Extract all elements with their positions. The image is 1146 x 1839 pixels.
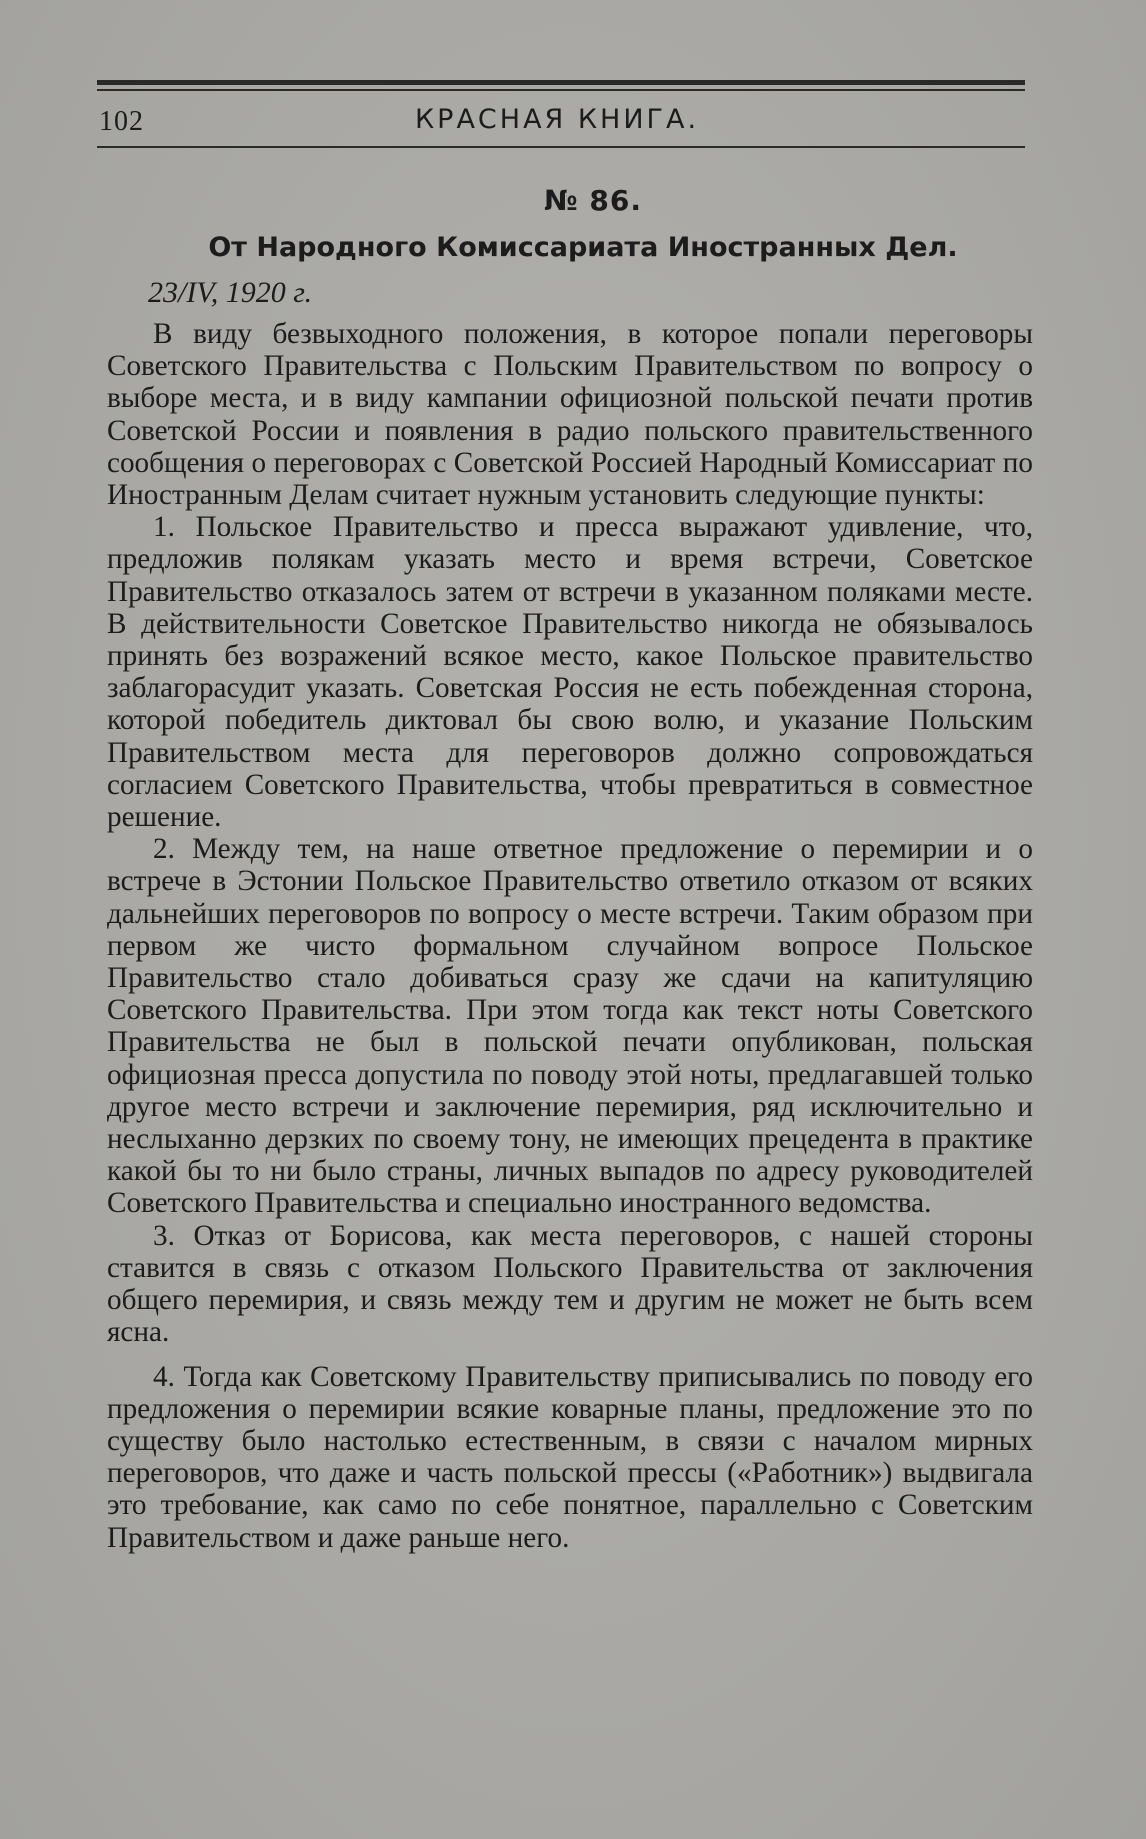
document-heading: От Народного Комиссариата Иностранных Дел. [208, 232, 958, 263]
paragraph-point-4: 4. Тогда как Советскому Правительству приписывались по поводу его предложения о перемирии всякие коварные планы, предложение это по существу было настолько естественным, в связи с началом мирных переговоров, что даже и часть польской прессы («Работник») выдвигала это требование, как само по себе понятное, параллельно с Советским Правительством и даже раньше него. [107, 1360, 1033, 1554]
paragraph-point-3: 3. Отказ от Борисова, как места переговоров, с нашей стороны ставится в связь с отказом Польского Правительства от заключения общего перемирия, и связь между тем и другим не может не быть всем ясна. [107, 1219, 1033, 1349]
top-rule-thick [97, 80, 1025, 85]
paragraph-intro: В виду безвыходного положения, в которое попали переговоры Советского Правительства с Польским Правительством по вопросу о выборе места, и в виду кампании официозной польской печати против Советской России и появления в радио польского правительственного сообщения о переговорах с Советской Россией Народный Комиссариат по Иностранным Делам считает нужным установить следующие пункты: [107, 318, 1033, 512]
document-number: № 86. [543, 184, 643, 217]
running-title: КРАСНАЯ КНИГА. [415, 104, 700, 135]
top-rule-thin [97, 89, 1025, 91]
header-rule [97, 146, 1025, 148]
running-header [97, 98, 1025, 142]
document-date: 23/IV, 1920 г. [148, 276, 313, 309]
paragraph-point-2: 2. Между тем, на наше ответное предложение о перемирии и о встрече в Эстонии Польское Правительство ответило отказом от всяких дальнейших переговоров по вопросу о месте встречи. Таким образом при первом же чисто формальном случайном вопросе Польское Правительство стало добиваться сразу же сдачи на капитуляцию Советского Правительства. При этом тогда как текст ноты Советского Правительства не был в польской печати опубликован, польская официозная пресса допустила по поводу этой ноты, предлагавшей только другое место встречи и заключение перемирия, ряд исключительно и неслыханно дерзких по своему тону, не имеющих прецедента в практике какой бы то ни было страны, личных выпадов по адресу руководителей Советского Правительства и специально иностранного ведомства. [107, 833, 1033, 1220]
document-body [107, 318, 1033, 1554]
page-number: 102 [99, 106, 144, 137]
paragraph-point-1: 1. Польское Правительство и пресса выражают удивление, что, предложив полякам указать место и время встречи, Советское Правительство отказалось затем от встречи в указанном поляками месте. В действительности Советское Правительство никогда не обязывалось принять без возражений всякое место, какое Польское правительство заблагорасудит указать. Советская Россия не есть побежденная сторона, которой победитель диктовал бы свою волю, и указание Польским Правительством места для переговоров должно сопровождаться согласием Советского Правительства, чтобы превратиться в совместное решение. [107, 511, 1033, 834]
